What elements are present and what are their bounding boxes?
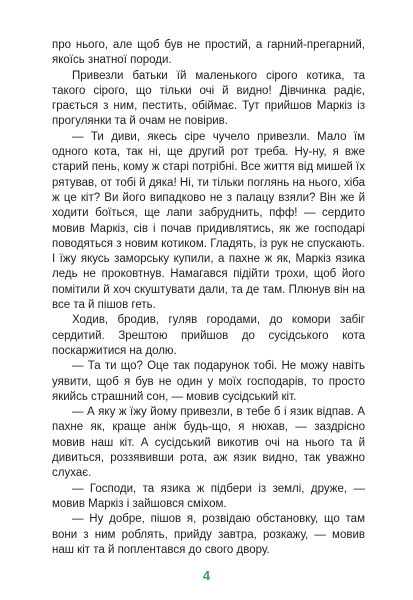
paragraph: — Та ти що? Оце так подарунок тобі. Не можу навіть уявити, щоб я був не один у моїх господарів, то просто якийсь страшний сон, — мовив сусідський кіт. [52,360,365,403]
paragraph: — Ти диви, якесь сіре чучело привезли. Мало їм одного кота, так ні, ще другий рот треба. Ну-ну, я вже старий пень, кому ж старі потрібні. Все життя від мишей їх рятував, от тобі й дяка! Ні, ти тільки поглянь на нього, хіба ж це кіт? Ви його випадково не з палацу взяли? Він же й ходити боїться, ще лапи забруднить, пфф! — сердито мовив Маркіз, сів і почав придивлятись, як же господарі поводяться з новим котиком. Гладять, із рук не спускають. І їжу якусь заморську купили, а пахне ж як, Маркіз язика ледь не проковтнув. Намагався підійти трохи, щоб його помітили й хоч скуштувати дали, та де там. Плюнув він на все та й пішов геть. [52,130,365,312]
page-number: 4 [202,568,211,583]
book-page-text [52,38,365,558]
paragraph: — Господи, та язика ж підбери із землі, друже, — мовив Маркіз і зайшовся сміхом. [52,482,365,510]
paragraph-continuation: про нього, але щоб був не простий, а гарний-прегарний, якоїсь знатної породи. [52,39,365,67]
paragraph: — Ну добре, пішов я, розвідаю обстановку, що там вони з ним роблять, прийду завтра, розкажу, — мовив наш кіт та й поплентався до свого двору. [52,513,365,556]
paragraph: Ходив, бродив, гуляв городами, до комори забіг сердитий. Зрештою прийшов до сусідського кота поскаржитися на долю. [52,314,365,357]
paragraph: Привезли батьки їй маленького сірого котика, та такого сірого, що тільки очі й видно! Дівчинка радіє, грається з ним, пестить, обіймає. Тут прийшов Маркіз із прогулянки та й очам не повірив. [52,69,365,128]
paragraph: — А яку ж їжу йому привезли, в тебе б і язик відпав. А пахне як, краще аніж будь-що, я нюхав, — заздрісно мовив наш кіт. А сусідський викотив очі на нього та й дивиться, роззявивши рота, аж язик видно, так уважно слухає. [52,406,365,480]
